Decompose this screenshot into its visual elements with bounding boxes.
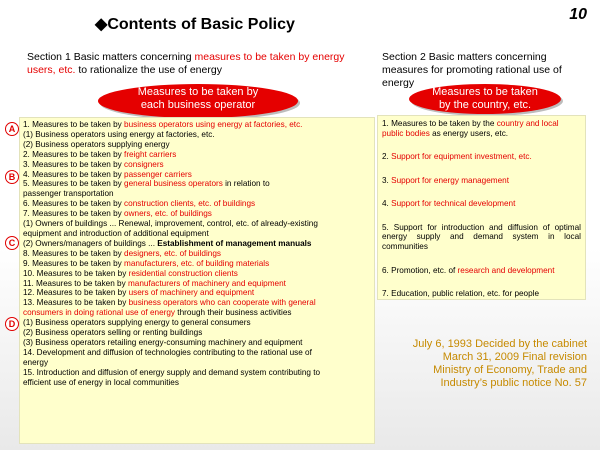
text-segment: residential construction clients [128,268,238,278]
text-segment: measures to be taken by energy users, etc. [27,51,345,76]
measure-line [23,249,371,259]
measure-line [23,229,371,239]
text-segment: efficient use of energy in local communities [23,377,179,387]
measure-line [23,298,371,308]
text-segment: 6. Measures to be taken by [23,199,125,209]
diamond-bullet-icon: ◆ [95,16,108,33]
measure-line [23,279,371,289]
text-segment: 3. Measures to be taken by [23,159,125,169]
text-segment: manufacturers, etc. of building materials [124,258,270,268]
section1-measures-list [19,117,375,444]
measure-line [23,179,371,189]
support-item [382,266,581,276]
marker-d-icon: D [5,317,19,331]
text-segment: Section 1 Basic matters concerning [27,51,195,63]
text-segment: 11. Measures to be taken by [23,278,128,288]
text-segment: 13. Measures to be taken by [23,298,129,308]
text-segment: 2. [382,152,392,162]
text-segment: as energy users, etc. [429,128,509,138]
note-line-3: Ministry of Economy, Trade and [433,364,587,376]
text-segment: 5. Measures to be taken by [23,179,125,189]
text-segment: 4. Measures to be taken by [23,169,125,179]
measure-line [23,160,371,170]
section1-heading [27,51,362,77]
text-segment: construction clients, etc. of buildings [124,199,256,209]
support-item [382,223,581,253]
text-segment: passenger transportation [23,189,114,199]
text-segment: business operators using energy at factories, etc. [124,120,303,129]
measure-line [23,368,371,378]
marker-a-icon: A [5,122,19,136]
text-segment: (2) Business operators selling or renting buildings [23,328,203,338]
text-segment: owners, etc. of buildings [124,209,212,219]
measure-line [23,130,371,140]
page-title [95,14,295,34]
text-segment: manufacturers of machinery and equipment [127,278,286,288]
text-segment: Support for technical development [391,199,516,209]
section2-heading: Section 2 Basic matters concerning measures for promoting rational use of energy [382,51,562,89]
measure-line [23,219,371,229]
marker-c-icon: C [5,236,19,250]
text-segment: 10. Measures to be taken by [23,268,129,278]
text-segment: 5. Support for introduction and diffusion of optimal energy supply and demand system in local communities [382,222,581,252]
measure-line [23,140,371,150]
text-segment: (1) Business operators using energy at factories, etc. [23,129,215,139]
support-item [382,152,581,162]
text-segment: 7. Education, public relation, etc. for people [382,289,540,299]
measure-line [23,259,371,269]
text-segment: Establishment of management manuals [157,238,312,248]
support-item [382,199,581,209]
support-item [382,176,581,186]
text-segment: equipment and introduction of additional equipment [23,228,209,238]
support-item [382,289,581,299]
text-segment: 3. [382,175,392,185]
section2-measures-list [377,115,586,300]
title-text: Contents of Basic Policy [107,16,295,33]
section2-oval-line2: by the country, etc. [438,99,532,111]
text-segment: 1. Measures to be taken by [23,120,125,129]
text-segment: 15. Introduction and diffusion of energy supply and demand system contributing to [23,367,321,377]
text-segment: country and local public bodies [382,119,559,138]
text-segment: 14. Development and diffusion of technologies contributing to the rational use of [23,347,312,357]
measure-line [23,288,371,298]
text-segment: 4. [382,199,392,209]
measure-line [23,239,371,249]
text-segment: to rationalize the use of energy [75,64,222,76]
measure-line [23,269,371,279]
marker-b-icon: B [5,170,19,184]
text-segment: (2) Business operators supplying energy [23,139,170,149]
measure-line [23,338,371,348]
text-segment: 9. Measures to be taken by [23,258,125,268]
note-line-4: Industry’s public notice No. 57 [440,377,587,389]
section2-oval [409,84,561,114]
text-segment: 7. Measures to be taken by [23,209,125,219]
text-segment: freight carriers [124,149,177,159]
text-segment: designers, etc. of buildings [124,248,221,258]
text-segment: consumers in doing rational use of energy [23,308,176,318]
text-segment: business operators who can cooperate with general [128,298,316,308]
text-segment: users of machinery and equipment [128,288,255,298]
text-segment: (2) Owners/managers of buildings ... [23,238,158,248]
measure-line [23,348,371,358]
text-segment: Support for equipment investment, etc. [391,152,532,162]
text-segment: (1) Business operators supplying energy to general consumers [23,318,251,328]
text-segment: 6. Promotion, etc. of [382,265,458,275]
text-segment: 2. Measures to be taken by [23,149,125,159]
measure-line [23,328,371,338]
support-item [382,119,581,139]
section1-oval-line2: each business operator [140,99,256,111]
text-segment: (1) Owners of buildings ... Renewal, improvement, control, etc. of already-existing [23,219,318,229]
measure-line [23,170,371,180]
text-segment: consigners [124,159,164,169]
section1-oval [98,84,298,118]
measure-line [23,209,371,219]
measure-line [23,150,371,160]
page-number: 10 [569,6,587,23]
measure-line [23,358,371,368]
text-segment: 1. Measures to be taken by the [382,119,497,128]
measure-line [23,308,371,318]
note-line-2: March 31, 2009 Final revision [442,351,587,363]
text-segment: passenger carriers [124,169,192,179]
text-segment: in relation to [222,179,270,189]
section2-oval-line1: Measures to be taken [432,86,538,98]
measure-line [23,318,371,328]
decision-note [372,338,587,390]
note-line-1: July 6, 1993 Decided by the cabinet [412,338,587,350]
text-segment: general business operators [124,179,223,189]
measure-line [23,189,371,199]
section1-oval-line1: Measures to be taken by [137,86,259,98]
text-segment: (3) Business operators retailing energy-consuming machinery and equipment [23,337,303,347]
text-segment: Support for energy management [391,175,509,185]
text-segment: 8. Measures to be taken by [23,248,125,258]
text-segment: energy [23,357,49,367]
text-segment: research and development [457,265,555,275]
text-segment: through their business activities [175,308,292,318]
measure-line [23,199,371,209]
text-segment: 12. Measures to be taken by [23,288,129,298]
measure-line [23,378,371,388]
measure-line [23,120,371,130]
